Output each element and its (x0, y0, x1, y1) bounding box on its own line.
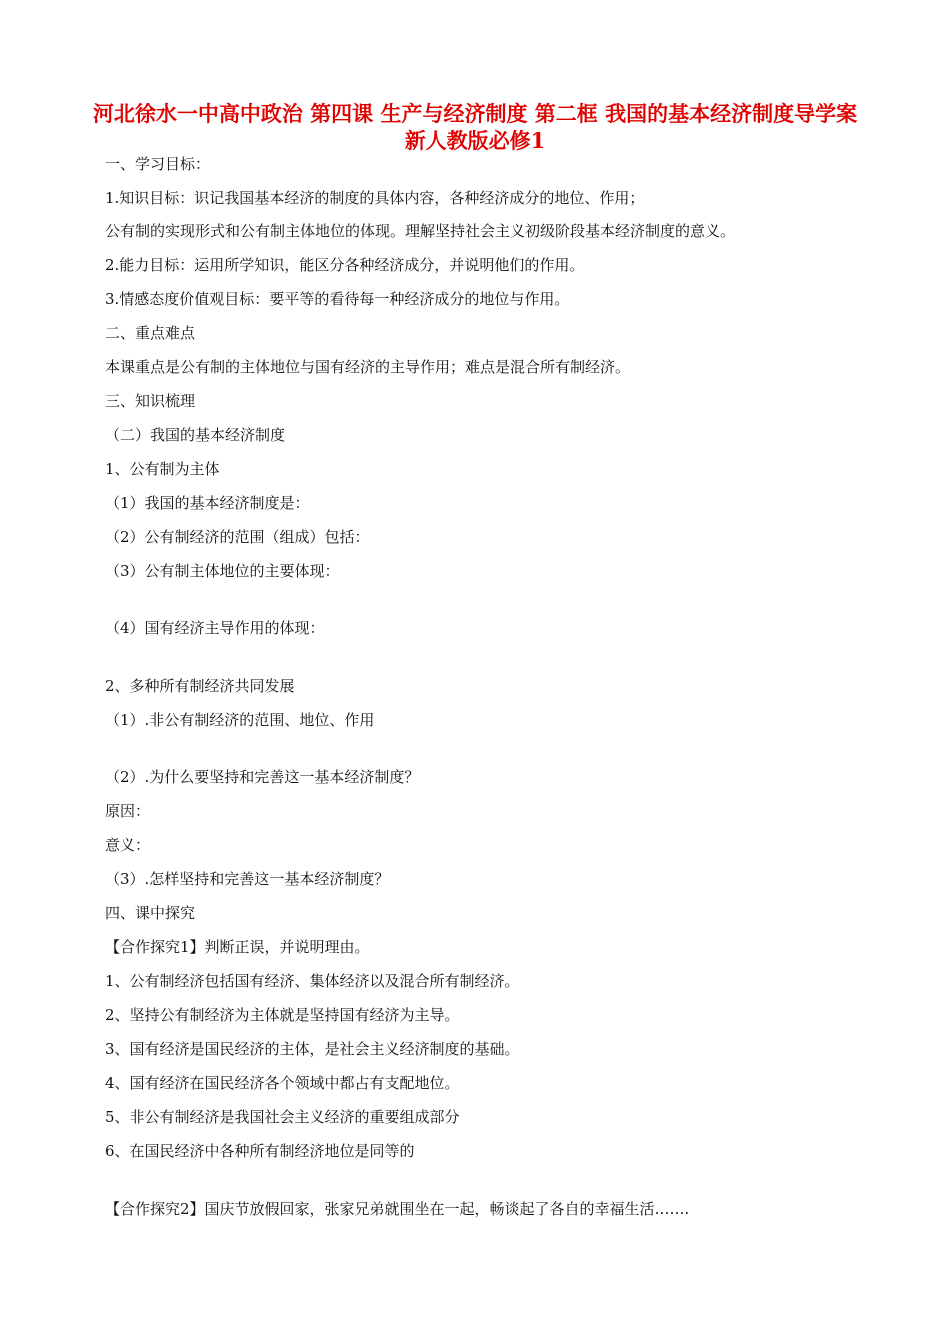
section-heading: 三、知识梳理 (105, 392, 196, 410)
text-line: 3、国有经济是国民经济的主体，是社会主义经济制度的基础。 (105, 1040, 520, 1058)
text-line: （1）.非公有制经济的范围、地位、作用 (105, 711, 375, 729)
text-line: 2.能力目标：运用所学知识，能区分各种经济成分，并说明他们的作用。 (105, 256, 585, 274)
text-line: （2）公有制经济的范围（组成）包括： (105, 528, 370, 546)
document-title: 河北徐水一中高中政治 第四课 生产与经济制度 第二框 我国的基本经济制度导学案 新人教版必修1 (92, 101, 858, 153)
text-line: （2）.为什么要坚持和完善这一基本经济制度？ (105, 768, 420, 786)
text-line: 4、国有经济在国民经济各个领域中都占有支配地位。 (105, 1074, 460, 1092)
section-heading: 四、课中探究 (105, 904, 196, 922)
text-line: （3）公有制主体地位的主要体现： (105, 562, 340, 580)
text-line: 1.知识目标：识记我国基本经济的制度的具体内容，各种经济成分的地位、作用； (105, 189, 645, 207)
text-line: 意义： (105, 836, 151, 854)
text-line: 【合作探究2】国庆节放假回家，张家兄弟就围坐在一起，畅谈起了各自的幸福生活……. (105, 1200, 690, 1218)
text-line: 2、坚持公有制经济为主体就是坚持国有经济为主导。 (105, 1006, 460, 1024)
text-line: （4）国有经济主导作用的体现： (105, 619, 325, 637)
section-heading: 二、重点难点 (105, 324, 196, 342)
text-line: 2、多种所有制经济共同发展 (105, 677, 295, 695)
text-line: （二）我国的基本经济制度 (105, 426, 286, 444)
text-line: 一、学习目标： (105, 155, 211, 173)
text-line: 原因： (105, 802, 151, 820)
text-line: 3.情感态度价值观目标：要平等的看待每一种经济成分的地位与作用。 (105, 290, 570, 308)
text-line: （3）.怎样坚持和完善这一基本经济制度？ (105, 870, 390, 888)
text-line: 【合作探究1】判断正误，并说明理由。 (105, 938, 370, 956)
text-line: 本课重点是公有制的主体地位与国有经济的主导作用；难点是混合所有制经济。 (105, 358, 631, 376)
text-line: 5、非公有制经济是我国社会主义经济的重要组成部分 (105, 1108, 460, 1126)
text-line: 1、公有制经济包括国有经济、集体经济以及混合所有制经济。 (105, 972, 520, 990)
text-line: 1、公有制为主体 (105, 460, 220, 478)
text-line: （1）我国的基本经济制度是： (105, 494, 310, 512)
text-line: 6、在国民经济中各种所有制经济地位是同等的 (105, 1142, 415, 1160)
text-line: 公有制的实现形式和公有制主体地位的体现。理解坚持社会主义初级阶段基本经济制度的意义。 (105, 222, 736, 240)
